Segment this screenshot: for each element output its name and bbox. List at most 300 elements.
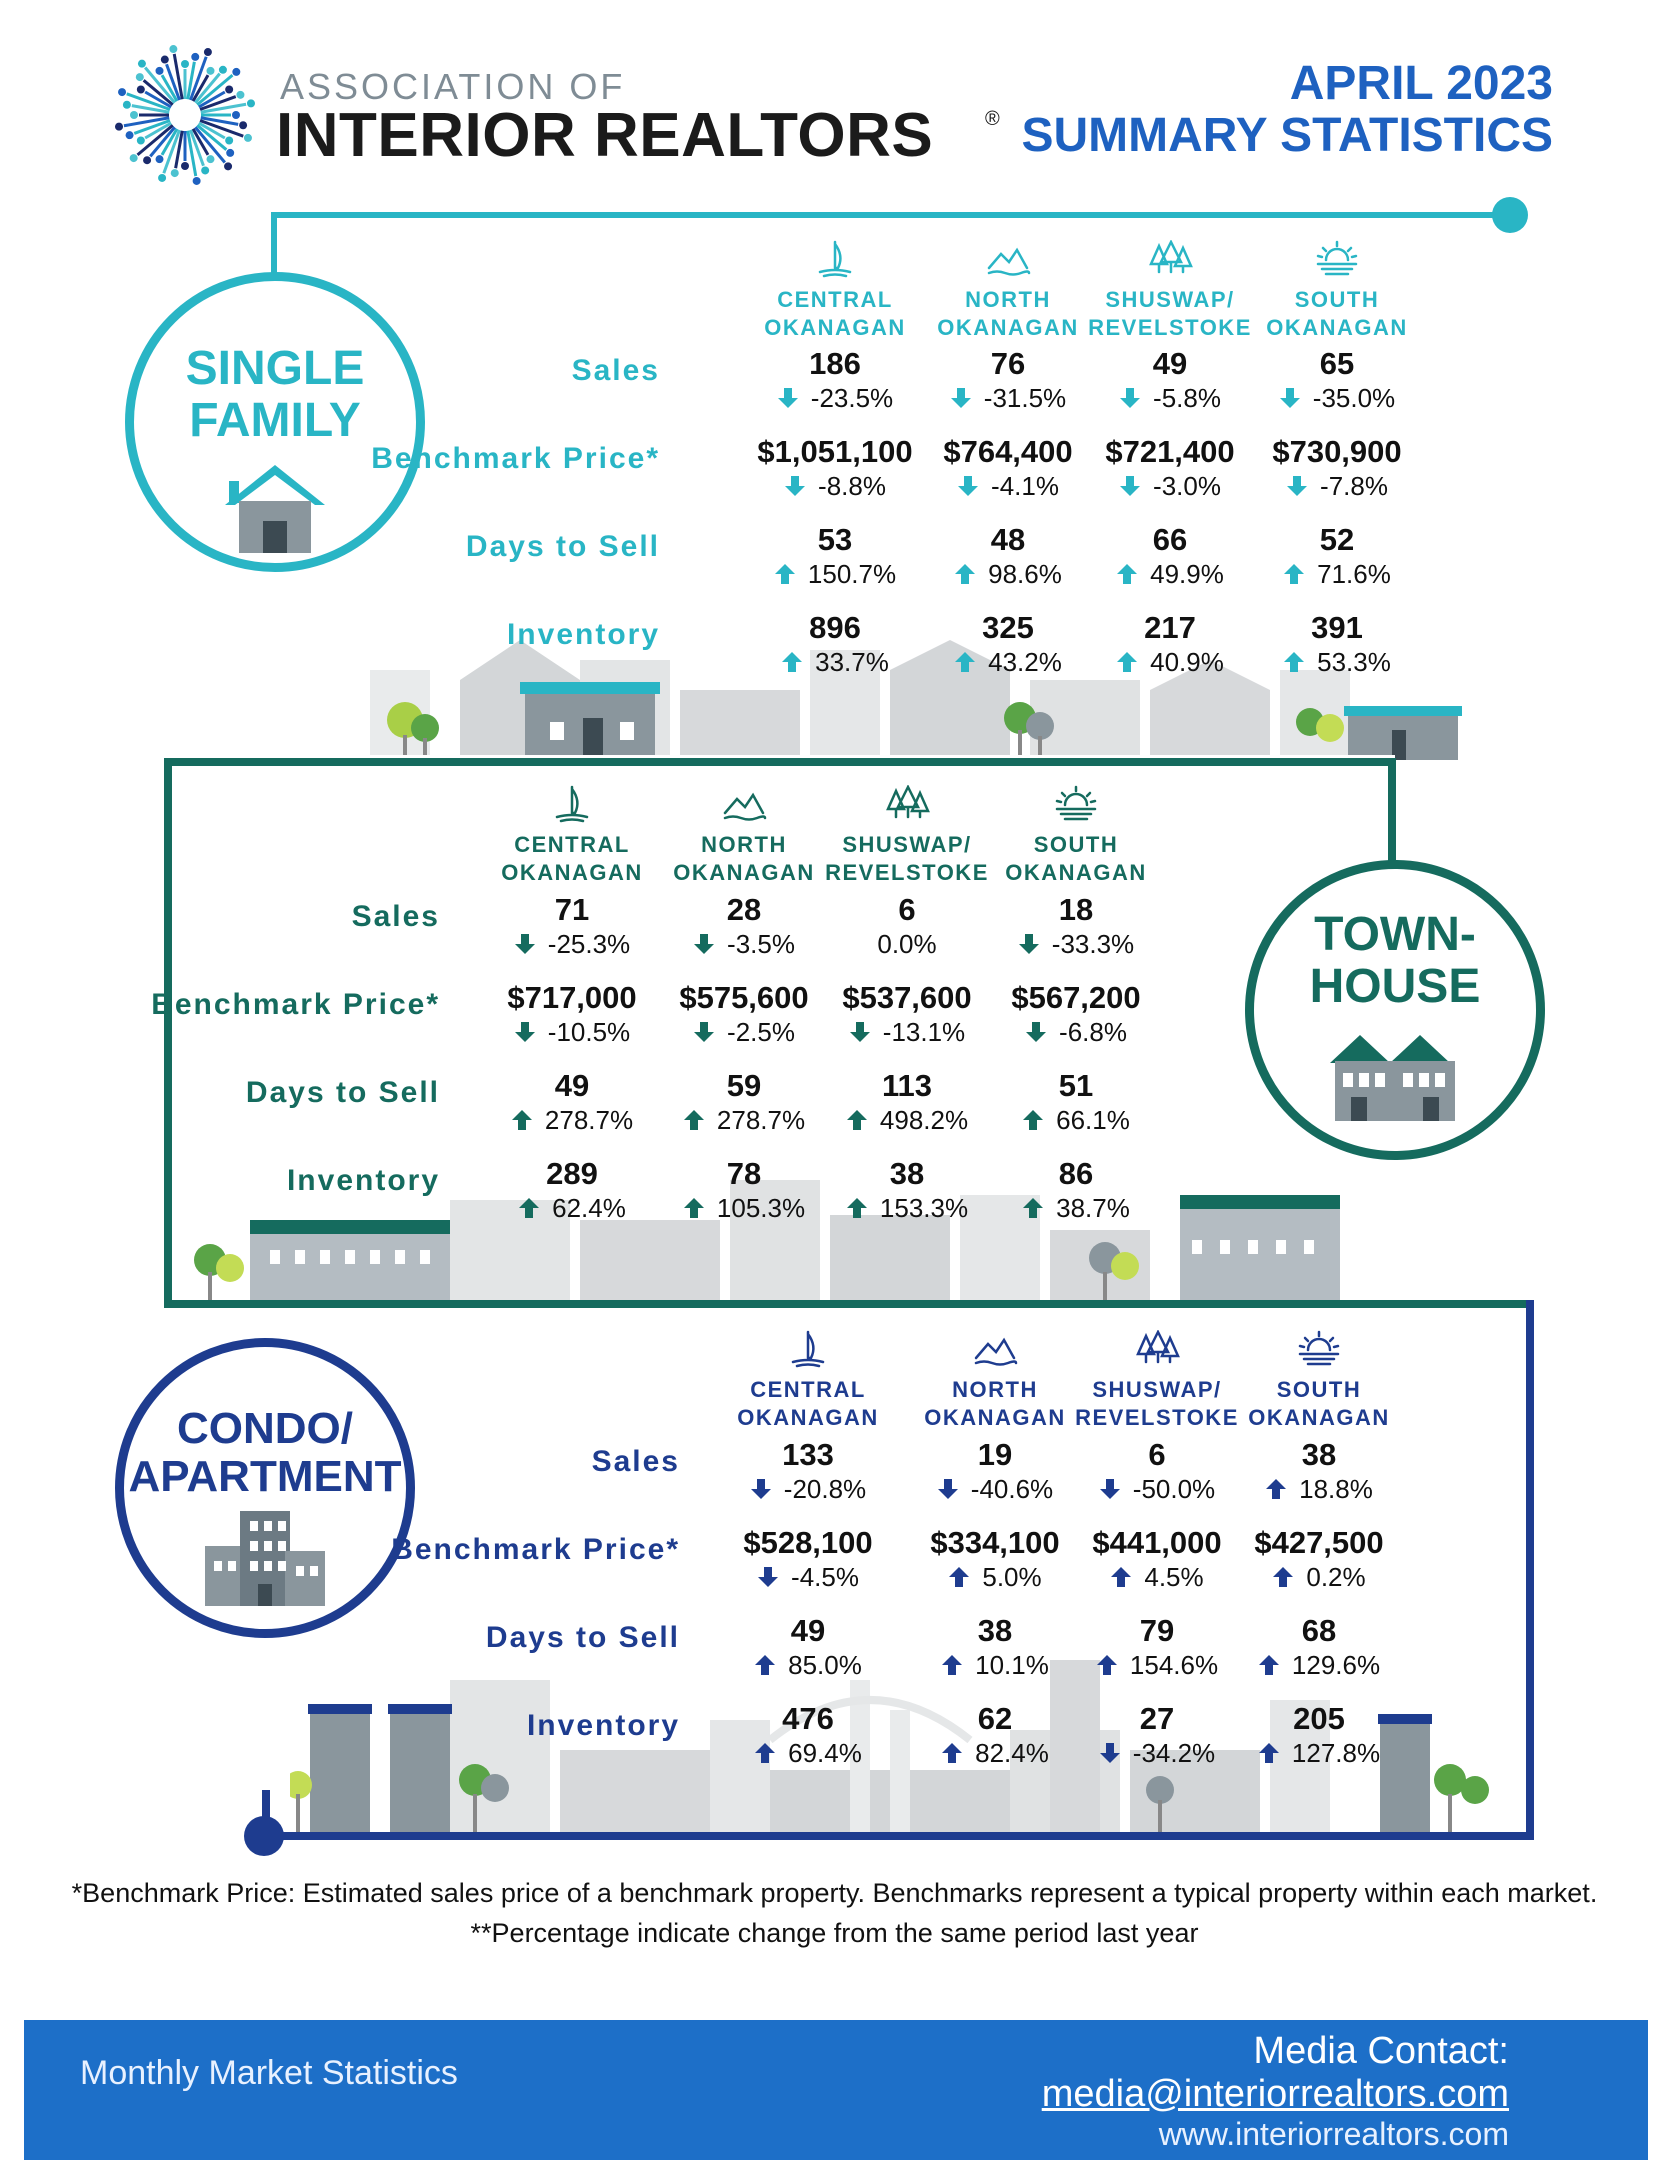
stat-change-value: -2.5% — [727, 1017, 795, 1047]
condo-title-line2: APARTMENT — [128, 1451, 402, 1501]
arrow-up-icon — [683, 1197, 705, 1219]
website-link[interactable]: www.interiorrealtors.com — [1158, 2116, 1509, 2152]
sailboat-icon — [745, 240, 925, 278]
region-name-line: OKANAGAN — [937, 314, 1079, 340]
stat-value: 53 — [817, 522, 853, 557]
townhouse-title-line2: HOUSE — [1309, 959, 1481, 1013]
condo-frame-right — [1526, 1300, 1534, 1840]
stat-change-value: 10.1% — [975, 1650, 1049, 1680]
condo-header-shuswap-revelstoke — [1067, 1330, 1247, 1431]
stat-value: $427,500 — [1254, 1525, 1384, 1560]
stat-change — [1085, 558, 1255, 590]
single-family-connector-top — [271, 212, 1516, 218]
stat-change-value: -13.1% — [882, 1017, 966, 1047]
arrow-up-icon — [1272, 1566, 1294, 1588]
percentage-footnote: **Percentage indicate change from the same period last year — [470, 1918, 1199, 1948]
condo-row-label-inventory: Inventory — [526, 1709, 680, 1742]
condo-days-to-sell-north-okanagan-cell — [910, 1613, 1080, 1681]
stat-change-value: 62.4% — [552, 1193, 626, 1223]
stat-value: 6 — [898, 892, 916, 927]
stat-change — [1072, 1473, 1242, 1505]
apartment-building-icon — [200, 1506, 330, 1606]
report-title-month: APRIL 2023 — [1289, 57, 1553, 110]
townhouse-inventory-central-okanagan-cell — [487, 1156, 657, 1224]
region-name-line: OKANAGAN — [673, 859, 815, 885]
condo-title — [129, 1405, 402, 1500]
stat-change — [1234, 1561, 1404, 1593]
townhouse-sales-south-okanagan-cell — [991, 892, 1161, 960]
stat-value: 186 — [809, 346, 861, 381]
stat-change-value: -40.6% — [970, 1474, 1054, 1504]
footer-contact — [1042, 2030, 1509, 2153]
stat-change-value: 69.4% — [788, 1738, 862, 1768]
single-family-title-line2: FAMILY — [189, 393, 361, 447]
region-name-line: REVELSTOKE — [1088, 314, 1252, 340]
arrow-up-icon — [941, 1742, 963, 1764]
region-name-line: SOUTH — [1033, 832, 1119, 857]
stat-change — [1252, 470, 1422, 502]
stat-value: 289 — [546, 1156, 598, 1191]
stat-value: 325 — [982, 610, 1034, 645]
single-family-connector-dot — [1492, 197, 1528, 233]
stat-value: 133 — [782, 1437, 834, 1472]
stat-value: 52 — [1319, 522, 1355, 557]
stat-value: $721,400 — [1105, 434, 1235, 469]
single-family-benchmark-price-shuswap-revelstoke-cell — [1085, 434, 1255, 502]
report-title-subtitle: SUMMARY STATISTICS — [1021, 108, 1553, 162]
stat-change — [910, 1561, 1080, 1593]
stat-change-value: 129.6% — [1291, 1650, 1381, 1680]
stat-change-value: 0.2% — [1306, 1562, 1366, 1592]
region-name-line: SOUTH — [1294, 287, 1380, 312]
stat-change-value: -6.8% — [1059, 1017, 1127, 1047]
region-name-line: OKANAGAN — [737, 1404, 879, 1430]
townhouse-sales-central-okanagan-cell — [487, 892, 657, 960]
stat-change-value: -34.2% — [1132, 1738, 1216, 1768]
townhouse-row-label-inventory: Inventory — [286, 1164, 440, 1197]
arrow-up-icon — [781, 651, 803, 673]
townhouse-days-to-sell-south-okanagan-cell — [991, 1068, 1161, 1136]
sailboat-icon — [482, 785, 662, 823]
stat-value: $730,900 — [1272, 434, 1402, 469]
stat-value: 27 — [1139, 1701, 1175, 1736]
stat-value: 896 — [809, 610, 861, 645]
townhouse-sales-north-okanagan-cell — [659, 892, 829, 960]
stat-change-value: 498.2% — [879, 1105, 969, 1135]
townhouse-icon — [1325, 1023, 1465, 1123]
arrow-up-icon — [1283, 563, 1305, 585]
registered-mark: ® — [985, 108, 1000, 130]
condo-frame-bottom — [262, 1832, 1534, 1840]
condo-row-label-benchmark-price: Benchmark Price* — [391, 1533, 680, 1566]
townhouse-frame-right — [1388, 758, 1396, 868]
stat-change-value: -33.3% — [1051, 929, 1135, 959]
single-family-sales-north-okanagan-cell — [923, 346, 1093, 414]
stat-change — [991, 928, 1161, 960]
single-family-days-to-sell-north-okanagan-cell — [923, 522, 1093, 590]
arrow-down-icon — [514, 933, 536, 955]
stat-change — [923, 646, 1093, 678]
single-family-inventory-south-okanagan-cell — [1252, 610, 1422, 678]
stat-change — [1085, 470, 1255, 502]
arrow-down-icon — [757, 1566, 779, 1588]
arrow-up-icon — [1022, 1197, 1044, 1219]
stat-value: 18 — [1058, 892, 1094, 927]
region-name-line: OKANAGAN — [1248, 1404, 1390, 1430]
arrow-down-icon — [1025, 1021, 1047, 1043]
stat-change — [750, 646, 920, 678]
stat-value: 51 — [1058, 1068, 1094, 1103]
condo-row-label-sales: Sales — [591, 1445, 680, 1478]
arrow-down-icon — [693, 1021, 715, 1043]
stat-change-value: -35.0% — [1312, 383, 1396, 413]
stat-change-value: 43.2% — [988, 647, 1062, 677]
stat-value: 38 — [889, 1156, 925, 1191]
arrow-up-icon — [511, 1109, 533, 1131]
single-family-header-central-okanagan — [745, 240, 925, 341]
sailboat-icon — [718, 1330, 898, 1368]
single-family-inventory-central-okanagan-cell — [750, 610, 920, 678]
stat-change — [910, 1649, 1080, 1681]
region-name-line: OKANAGAN — [1005, 859, 1147, 885]
house-icon — [215, 457, 335, 557]
arrow-up-icon — [1096, 1654, 1118, 1676]
arrow-up-icon — [941, 1654, 963, 1676]
stat-change-value: 278.7% — [544, 1105, 634, 1135]
single-family-title-line1: SINGLE — [185, 342, 365, 395]
stat-value: 6 — [1148, 1437, 1166, 1472]
stat-change — [1252, 558, 1422, 590]
arrow-down-icon — [950, 387, 972, 409]
stat-change — [659, 1104, 829, 1136]
stat-change — [1072, 1561, 1242, 1593]
single-family-benchmark-price-north-okanagan-cell — [923, 434, 1093, 502]
region-name-line: OKANAGAN — [501, 859, 643, 885]
logo-burst-icon — [110, 40, 260, 190]
condo-title-line1: CONDO/ — [177, 1404, 353, 1453]
arrow-down-icon — [1279, 387, 1301, 409]
stat-change — [487, 1192, 657, 1224]
trees-icon — [1080, 240, 1260, 278]
stat-value: $537,600 — [842, 980, 972, 1015]
single-family-row-label-sales: Sales — [571, 354, 660, 387]
stat-change — [750, 470, 920, 502]
mountains-icon — [905, 1330, 1085, 1368]
condo-days-to-sell-central-okanagan-cell — [723, 1613, 893, 1681]
stat-change-value: 105.3% — [716, 1193, 806, 1223]
arrow-up-icon — [1283, 651, 1305, 673]
arrow-down-icon — [1119, 475, 1141, 497]
stat-change-value: 4.5% — [1144, 1562, 1204, 1592]
condo-inventory-north-okanagan-cell — [910, 1701, 1080, 1769]
arrow-down-icon — [937, 1478, 959, 1500]
single-family-days-to-sell-south-okanagan-cell — [1252, 522, 1422, 590]
townhouse-row-label-benchmark-price: Benchmark Price* — [151, 988, 440, 1021]
stat-value: $1,051,100 — [757, 434, 913, 469]
stat-change — [659, 928, 829, 960]
arrow-down-icon — [777, 387, 799, 409]
stat-change-value: 18.8% — [1299, 1474, 1373, 1504]
stat-change-value: -10.5% — [547, 1017, 631, 1047]
stat-value: 38 — [977, 1613, 1013, 1648]
region-name-line: CENTRAL — [750, 1377, 866, 1402]
trees-icon — [817, 785, 997, 823]
region-name-line: OKANAGAN — [764, 314, 906, 340]
region-name-line: SHUSWAP/ — [842, 832, 972, 857]
condo-badge — [115, 1338, 415, 1638]
stat-change — [1072, 1649, 1242, 1681]
region-name-line: SHUSWAP/ — [1092, 1377, 1222, 1402]
stat-change — [923, 558, 1093, 590]
stat-change — [1252, 646, 1422, 678]
condo-days-to-sell-south-okanagan-cell — [1234, 1613, 1404, 1681]
stat-change-value: 38.7% — [1056, 1193, 1130, 1223]
stat-value: 76 — [990, 346, 1026, 381]
region-name-line: NORTH — [952, 1377, 1038, 1402]
stat-change-value: -25.3% — [547, 929, 631, 959]
footer-tagline: Monthly Market Statistics — [80, 2054, 458, 2092]
stat-value: 71 — [554, 892, 590, 927]
stat-change-value: -4.1% — [991, 471, 1059, 501]
single-family-benchmark-price-south-okanagan-cell — [1252, 434, 1422, 502]
townhouse-inventory-north-okanagan-cell — [659, 1156, 829, 1224]
arrow-up-icon — [1265, 1478, 1287, 1500]
arrow-up-icon — [774, 563, 796, 585]
condo-benchmark-price-south-okanagan-cell — [1234, 1525, 1404, 1593]
stat-change — [487, 928, 657, 960]
stat-change-value: 127.8% — [1291, 1738, 1381, 1768]
stat-change-value: 40.9% — [1150, 647, 1224, 677]
stat-change — [991, 1016, 1161, 1048]
stat-change — [750, 558, 920, 590]
townhouse-row-label-days-to-sell: Days to Sell — [245, 1076, 440, 1109]
stat-change — [1234, 1473, 1404, 1505]
condo-sales-south-okanagan-cell — [1234, 1437, 1404, 1505]
stat-change-value: 278.7% — [716, 1105, 806, 1135]
townhouse-benchmark-price-central-okanagan-cell — [487, 980, 657, 1048]
stat-value: 19 — [977, 1437, 1013, 1472]
stat-change-value: -3.5% — [727, 929, 795, 959]
stat-change — [723, 1561, 893, 1593]
condo-benchmark-price-north-okanagan-cell — [910, 1525, 1080, 1593]
stat-value: $717,000 — [507, 980, 637, 1015]
townhouse-title — [1310, 909, 1481, 1013]
stat-change-value: -31.5% — [983, 383, 1067, 413]
townhouse-benchmark-price-shuswap-revelstoke-cell — [822, 980, 992, 1048]
townhouse-header-north-okanagan — [654, 785, 834, 886]
stat-change — [910, 1473, 1080, 1505]
stat-change — [750, 382, 920, 414]
mountains-icon — [918, 240, 1098, 278]
sunset-icon — [1247, 240, 1427, 278]
arrow-down-icon — [849, 1021, 871, 1043]
arrow-down-icon — [514, 1021, 536, 1043]
org-name-line2: INTERIOR REALTORS — [276, 101, 934, 170]
single-family-title — [186, 343, 365, 447]
townhouse-title-line1: TOWN- — [1314, 908, 1476, 961]
stat-value: 62 — [977, 1701, 1013, 1736]
stat-change-value: 66.1% — [1056, 1105, 1130, 1135]
stat-value: 49 — [554, 1068, 590, 1103]
stat-change — [822, 1192, 992, 1224]
sunset-icon — [986, 785, 1166, 823]
condo-connector-dot — [244, 1816, 284, 1856]
arrow-up-icon — [954, 563, 976, 585]
stat-change — [1234, 1737, 1404, 1769]
arrow-up-icon — [954, 651, 976, 673]
region-name-line: CENTRAL — [777, 287, 893, 312]
arrow-up-icon — [1022, 1109, 1044, 1131]
single-family-row-label-benchmark-price: Benchmark Price* — [371, 442, 660, 475]
region-name-line: OKANAGAN — [1266, 314, 1408, 340]
region-name-line: SOUTH — [1276, 1377, 1362, 1402]
stat-change-value: -50.0% — [1132, 1474, 1216, 1504]
stat-change — [822, 1016, 992, 1048]
stat-change — [659, 1192, 829, 1224]
stat-change-value: 150.7% — [807, 559, 897, 589]
condo-benchmark-price-central-okanagan-cell — [723, 1525, 893, 1593]
stat-change — [910, 1737, 1080, 1769]
region-name-line: NORTH — [965, 287, 1051, 312]
single-family-sales-shuswap-revelstoke-cell — [1085, 346, 1255, 414]
stat-change — [991, 1104, 1161, 1136]
single-family-row-label-inventory: Inventory — [506, 618, 660, 651]
arrow-down-icon — [784, 475, 806, 497]
stat-value: 49 — [790, 1613, 826, 1648]
stat-change-value: 82.4% — [975, 1738, 1049, 1768]
stat-change — [822, 928, 992, 960]
stat-change-value: 71.6% — [1317, 559, 1391, 589]
townhouse-frame-bottom — [164, 1300, 1534, 1308]
single-family-inventory-north-okanagan-cell — [923, 610, 1093, 678]
stat-value: 38 — [1301, 1437, 1337, 1472]
single-family-badge — [125, 272, 425, 572]
condo-sales-north-okanagan-cell — [910, 1437, 1080, 1505]
arrow-up-icon — [754, 1742, 776, 1764]
stat-change-value: -7.8% — [1320, 471, 1388, 501]
stat-change — [659, 1016, 829, 1048]
stat-change-value: 33.7% — [815, 647, 889, 677]
media-contact-label: Media Contact: — [1253, 2030, 1509, 2072]
stat-value: 66 — [1152, 522, 1188, 557]
region-name-line: NORTH — [701, 832, 787, 857]
region-name-line: REVELSTOKE — [825, 859, 989, 885]
single-family-sales-south-okanagan-cell — [1252, 346, 1422, 414]
stat-value: 78 — [726, 1156, 762, 1191]
condo-inventory-south-okanagan-cell — [1234, 1701, 1404, 1769]
stat-value: 65 — [1319, 346, 1355, 381]
arrow-up-icon — [1116, 563, 1138, 585]
arrow-down-icon — [1018, 933, 1040, 955]
stat-change — [1252, 382, 1422, 414]
townhouse-frame-top — [164, 758, 1396, 766]
stat-change-value: 0.0% — [877, 929, 937, 959]
single-family-row-label-days-to-sell: Days to Sell — [465, 530, 660, 563]
stat-change-value: -3.0% — [1153, 471, 1221, 501]
townhouse-header-shuswap-revelstoke — [817, 785, 997, 886]
townhouse-benchmark-price-south-okanagan-cell — [991, 980, 1161, 1048]
condo-inventory-shuswap-revelstoke-cell — [1072, 1701, 1242, 1769]
condo-header-south-okanagan — [1229, 1330, 1409, 1431]
stat-value: $764,400 — [943, 434, 1073, 469]
stat-change-value: 153.3% — [879, 1193, 969, 1223]
trees-icon — [1067, 1330, 1247, 1368]
single-family-days-to-sell-central-okanagan-cell — [750, 522, 920, 590]
media-email-link[interactable]: media@interiorrealtors.com — [1041, 2073, 1509, 2115]
townhouse-header-south-okanagan — [986, 785, 1166, 886]
stat-change — [1085, 646, 1255, 678]
stat-value: 49 — [1152, 346, 1188, 381]
region-name-line: SHUSWAP/ — [1105, 287, 1235, 312]
condo-inventory-central-okanagan-cell — [723, 1701, 893, 1769]
townhouse-inventory-south-okanagan-cell — [991, 1156, 1161, 1224]
single-family-header-north-okanagan — [918, 240, 1098, 341]
stat-change-value: 49.9% — [1150, 559, 1224, 589]
townhouse-benchmark-price-north-okanagan-cell — [659, 980, 829, 1048]
stat-value: $567,200 — [1011, 980, 1141, 1015]
stat-change-value: 5.0% — [982, 1562, 1042, 1592]
townhouse-days-to-sell-shuswap-revelstoke-cell — [822, 1068, 992, 1136]
condo-sales-central-okanagan-cell — [723, 1437, 893, 1505]
arrow-down-icon — [750, 1478, 772, 1500]
stat-change — [723, 1473, 893, 1505]
stat-value: 28 — [726, 892, 762, 927]
condo-days-to-sell-shuswap-revelstoke-cell — [1072, 1613, 1242, 1681]
townhouse-days-to-sell-north-okanagan-cell — [659, 1068, 829, 1136]
region-name-line: CENTRAL — [514, 832, 630, 857]
townhouse-row-label-sales: Sales — [351, 900, 440, 933]
stat-value: 68 — [1301, 1613, 1337, 1648]
stat-value: $528,100 — [743, 1525, 873, 1560]
arrow-down-icon — [1286, 475, 1308, 497]
stat-change-value: 85.0% — [788, 1650, 862, 1680]
townhouse-sales-shuswap-revelstoke-cell — [822, 892, 992, 960]
stat-change-value: 98.6% — [988, 559, 1062, 589]
arrow-down-icon — [1099, 1478, 1121, 1500]
stat-change-value: -23.5% — [810, 383, 894, 413]
stat-value: 86 — [1058, 1156, 1094, 1191]
stat-value: 391 — [1311, 610, 1363, 645]
arrow-up-icon — [1116, 651, 1138, 673]
stat-change-value: -8.8% — [818, 471, 886, 501]
org-name-line1: ASSOCIATION OF — [280, 66, 626, 107]
report-title — [1021, 58, 1553, 162]
condo-benchmark-price-shuswap-revelstoke-cell — [1072, 1525, 1242, 1593]
condo-sales-shuswap-revelstoke-cell — [1072, 1437, 1242, 1505]
arrow-up-icon — [948, 1566, 970, 1588]
region-name-line: OKANAGAN — [924, 1404, 1066, 1430]
stat-value: 113 — [881, 1068, 932, 1103]
condo-header-north-okanagan — [905, 1330, 1085, 1431]
sunset-icon — [1229, 1330, 1409, 1368]
arrow-down-icon — [957, 475, 979, 497]
stat-change — [1234, 1649, 1404, 1681]
townhouse-days-to-sell-central-okanagan-cell — [487, 1068, 657, 1136]
stat-value: 476 — [782, 1701, 834, 1736]
stat-change — [723, 1737, 893, 1769]
stat-change-value: -20.8% — [783, 1474, 867, 1504]
region-name-line: REVELSTOKE — [1075, 1404, 1239, 1430]
arrow-up-icon — [1110, 1566, 1132, 1588]
arrow-down-icon — [693, 933, 715, 955]
stat-change — [487, 1016, 657, 1048]
stat-value: $334,100 — [930, 1525, 1060, 1560]
arrow-up-icon — [846, 1109, 868, 1131]
arrow-up-icon — [1258, 1654, 1280, 1676]
stat-change — [923, 382, 1093, 414]
single-family-header-south-okanagan — [1247, 240, 1427, 341]
townhouse-header-central-okanagan — [482, 785, 662, 886]
